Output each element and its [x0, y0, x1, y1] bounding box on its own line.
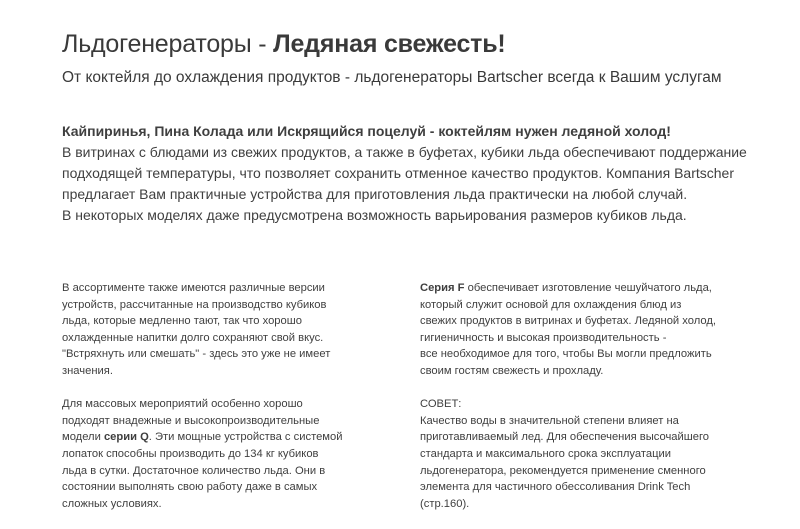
text-line: свежих продуктов в витринах и буфетах. Ледяной холод,: [420, 315, 716, 328]
right-column: [420, 280, 740, 529]
text-line: гигиеничность и высокая производительность -: [420, 331, 667, 344]
text-line: "Встряхнуть или смешать" - здесь это уже не имеет: [62, 348, 331, 361]
paragraph-series-q: [62, 396, 392, 512]
text-line: сложных условиях.: [62, 497, 162, 510]
paragraph-series-f: [420, 280, 740, 380]
text-line: модели: [62, 431, 104, 444]
text-line: В ассортименте также имеются различные версии: [62, 282, 325, 294]
text-line: лопаток способны производить до 134 кг кубиков: [62, 447, 319, 460]
text-line: приготавливаемый лед. Для обеспечения высочайшего: [420, 431, 709, 444]
text-line: устройств, рассчитанные на производство кубиков: [62, 298, 327, 311]
text-line: обеспечивает изготовление чешуйчатого льда,: [464, 282, 712, 294]
text-line: стандарта и максимального срока эксплуатации: [420, 447, 672, 460]
intro-line: В некоторых моделях даже предусмотрена возможность варьирования размеров кубиков льда.: [62, 207, 687, 223]
text-line: льда в сутки. Достаточное количество льда. Они в: [62, 464, 326, 477]
text-line: Качество воды в значительной степени влияет на: [420, 414, 679, 427]
intro-line: В витринах с блюдами из свежих продуктов, а также в буфетах, кубики льда обеспечивают поддержание: [62, 144, 747, 160]
text-line: который служит основой для охлаждения блюд из: [420, 298, 682, 311]
series-q-label: серии Q: [103, 431, 149, 444]
text-line: значения.: [62, 364, 113, 377]
paragraph-assortment: [62, 280, 392, 380]
page-subtitle: От коктейля до охлаждения продуктов - льдогенераторы Bartscher всегда к Вашим услугам: [62, 69, 722, 86]
series-f-label: Серия F: [420, 282, 465, 294]
page-title-prefix: Льдогенераторы -: [62, 30, 274, 58]
left-column: [62, 280, 392, 529]
paragraph-tip: [420, 396, 740, 512]
text-line: все необходимое для того, чтобы Вы могли предложить: [420, 348, 712, 361]
page-title-emphasis: Ледяная свежесть!: [273, 30, 506, 58]
text-line: состоянии выполнять свою работу даже в самых: [62, 481, 318, 494]
intro-line: подходящей температуры, что позволяет сохранить отменное качество продуктов. Компания Bartscher: [62, 165, 734, 181]
text-line: . Эти мощные устройства с системой: [148, 431, 343, 444]
text-line: своим гостям свежесть и прохладу.: [420, 364, 604, 377]
text-line: Для массовых мероприятий особенно хорошо: [62, 398, 303, 411]
page-title: [62, 28, 506, 60]
text-line: элемента для частичного обессоливания Drink Tech: [420, 481, 691, 494]
text-line: льда, которые медленно тают, так что хорошо: [62, 315, 302, 328]
intro-section: [62, 121, 752, 226]
tip-heading: СОВЕТ:: [420, 398, 462, 411]
text-line: подходят внадежные и высокопроизводительные: [62, 414, 320, 427]
text-line: (стр.160).: [420, 497, 470, 510]
text-line: охлажденные напитки долго сохраняют свой вкус.: [62, 331, 324, 344]
text-line: льдогенератора, рекомендуется применение сменного: [420, 464, 706, 477]
intro-lead: Кайпиринья, Пина Колада или Искрящийся поцелуй - коктейлям нужен ледяной холод!: [62, 123, 671, 139]
intro-line: предлагает Вам практичные устройства для приготовления льда практически на любой случай.: [62, 186, 688, 202]
